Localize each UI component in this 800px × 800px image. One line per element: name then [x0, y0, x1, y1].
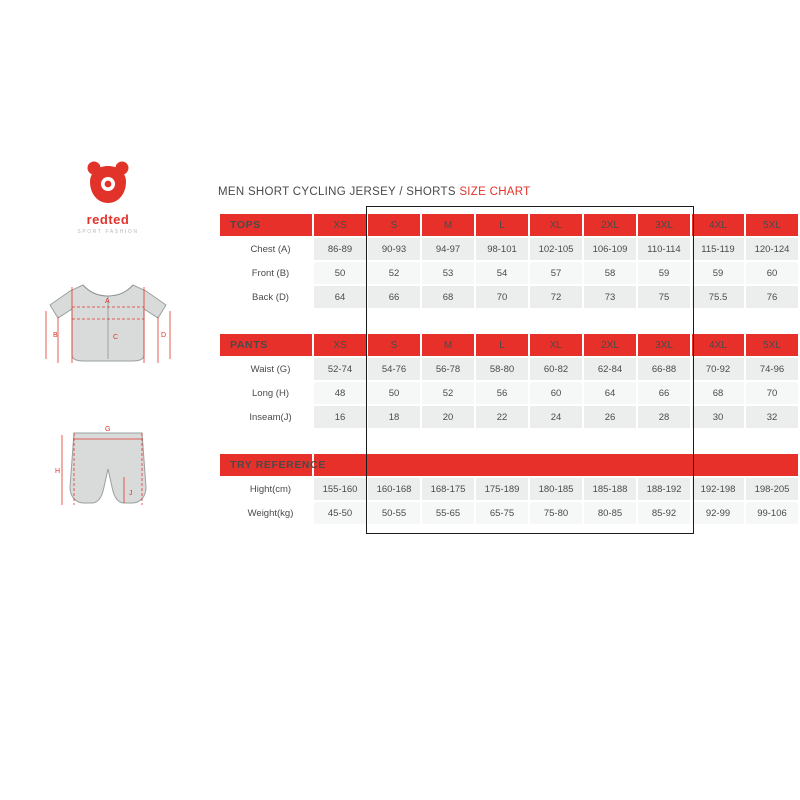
size-header-s: S: [368, 214, 420, 236]
value-cell: 185-188: [584, 478, 636, 500]
size-header-5xl: 5XL: [746, 214, 798, 236]
value-cell: 76: [746, 286, 798, 308]
table-name: PANTS: [220, 334, 312, 356]
jersey-label-D: D: [161, 332, 167, 339]
value-cell: 168-175: [422, 478, 474, 500]
value-cell: 56: [476, 382, 528, 404]
value-cell: 28: [638, 406, 690, 428]
table-row: [220, 502, 798, 524]
value-cell: 52: [368, 262, 420, 284]
value-cell: 20: [422, 406, 474, 428]
value-cell: 180-185: [530, 478, 582, 500]
value-cell: 66: [638, 382, 690, 404]
value-cell: 57: [530, 262, 582, 284]
value-cell: 26: [584, 406, 636, 428]
value-cell: 160-168: [368, 478, 420, 500]
left-illustration-column: [18, 160, 198, 531]
shorts-diagram: [28, 411, 188, 531]
value-cell: 65-75: [476, 502, 528, 524]
table-name: TRY REFERENCE: [220, 454, 312, 476]
table-gap: [218, 310, 778, 332]
value-cell: 59: [692, 262, 744, 284]
value-cell: 72: [530, 286, 582, 308]
bear-face-logo-icon: [86, 160, 130, 206]
table-row: [220, 286, 798, 308]
value-cell: 62-84: [584, 358, 636, 380]
value-cell: 102-105: [530, 238, 582, 260]
value-cell: 16: [314, 406, 366, 428]
size-header-3xl: 3XL: [638, 214, 690, 236]
value-cell: 198-205: [746, 478, 798, 500]
value-cell: 56-78: [422, 358, 474, 380]
value-cell: 86-89: [314, 238, 366, 260]
row-label: Inseam(J): [249, 411, 292, 423]
value-cell: 60: [746, 262, 798, 284]
value-cell: 18: [368, 406, 420, 428]
jersey-label-A: A: [105, 298, 110, 305]
table-header-row: [220, 334, 798, 356]
value-cell: 30: [692, 406, 744, 428]
size-table-try-reference: [218, 452, 800, 526]
value-cell: 66: [368, 286, 420, 308]
table-header-row: [220, 214, 798, 236]
value-cell: 50-55: [368, 502, 420, 524]
value-cell: 80-85: [584, 502, 636, 524]
value-cell: 68: [692, 382, 744, 404]
size-header-3xl: 3XL: [638, 334, 690, 356]
jersey-label-C: C: [113, 334, 119, 341]
value-cell: 155-160: [314, 478, 366, 500]
shorts-label-G: G: [105, 426, 111, 433]
shorts-label-J: J: [129, 490, 133, 497]
value-cell: 99-106: [746, 502, 798, 524]
brand-tagline: SPORT FASHION: [77, 229, 139, 235]
shorts-label-H: H: [55, 468, 61, 475]
size-header-m: M: [422, 214, 474, 236]
value-cell: 64: [584, 382, 636, 404]
value-cell: 75: [638, 286, 690, 308]
value-cell: 85-92: [638, 502, 690, 524]
table-gap: [218, 430, 778, 452]
value-cell: 70: [476, 286, 528, 308]
size-header-4xl: 4XL: [692, 214, 744, 236]
size-header-5xl: 5XL: [746, 334, 798, 356]
size-header-xs: XS: [314, 334, 366, 356]
chart-title: [218, 186, 778, 198]
value-cell: 32: [746, 406, 798, 428]
brand-block: [77, 160, 138, 235]
size-header-4xl: 4XL: [692, 334, 744, 356]
value-cell: 64: [314, 286, 366, 308]
size-header-xl: XL: [530, 214, 582, 236]
value-cell: 52: [422, 382, 474, 404]
header-spacer: [314, 454, 798, 476]
row-label: Front (B): [251, 267, 290, 279]
row-label: Back (D): [252, 291, 289, 303]
size-header-m: M: [422, 334, 474, 356]
value-cell: 75.5: [692, 286, 744, 308]
value-cell: 60: [530, 382, 582, 404]
table-row: [220, 238, 798, 260]
value-cell: 24: [530, 406, 582, 428]
value-cell: 120-124: [746, 238, 798, 260]
value-cell: 73: [584, 286, 636, 308]
value-cell: 175-189: [476, 478, 528, 500]
size-table-tops: [218, 212, 800, 310]
row-label: Weight(kg): [247, 507, 294, 519]
chart-title-main: MEN SHORT CYCLING JERSEY / SHORTS: [218, 186, 460, 198]
size-header-2xl: 2XL: [584, 214, 636, 236]
table-row: [220, 382, 798, 404]
value-cell: 59: [638, 262, 690, 284]
value-cell: 50: [368, 382, 420, 404]
value-cell: 106-109: [584, 238, 636, 260]
table-row: [220, 262, 798, 284]
table-row: [220, 478, 798, 500]
value-cell: 53: [422, 262, 474, 284]
brand-name: redted: [86, 212, 130, 227]
value-cell: 70-92: [692, 358, 744, 380]
value-cell: 55-65: [422, 502, 474, 524]
jersey-diagram: [28, 263, 188, 383]
size-header-l: L: [476, 334, 528, 356]
value-cell: 54-76: [368, 358, 420, 380]
value-cell: 22: [476, 406, 528, 428]
table-header-row: [220, 454, 798, 476]
value-cell: 188-192: [638, 478, 690, 500]
value-cell: 45-50: [314, 502, 366, 524]
size-chart-container: [218, 186, 790, 526]
size-header-s: S: [368, 334, 420, 356]
value-cell: 60-82: [530, 358, 582, 380]
value-cell: 75-80: [530, 502, 582, 524]
size-header-2xl: 2XL: [584, 334, 636, 356]
value-cell: 110-114: [638, 238, 690, 260]
size-header-xs: XS: [314, 214, 366, 236]
row-label: Chest (A): [250, 243, 291, 255]
value-cell: 54: [476, 262, 528, 284]
value-cell: 90-93: [368, 238, 420, 260]
value-cell: 192-198: [692, 478, 744, 500]
value-cell: 58-80: [476, 358, 528, 380]
value-cell: 68: [422, 286, 474, 308]
row-label: Waist (G): [250, 363, 291, 375]
value-cell: 50: [314, 262, 366, 284]
value-cell: 66-88: [638, 358, 690, 380]
size-tables-host: [218, 212, 790, 526]
table-row: [220, 406, 798, 428]
value-cell: 58: [584, 262, 636, 284]
value-cell: 115-119: [692, 238, 744, 260]
chart-title-accent: SIZE CHART: [459, 186, 531, 198]
value-cell: 94-97: [422, 238, 474, 260]
value-cell: 70: [746, 382, 798, 404]
table-row: [220, 358, 798, 380]
value-cell: 92-99: [692, 502, 744, 524]
value-cell: 74-96: [746, 358, 798, 380]
size-table-pants: [218, 332, 800, 430]
size-header-l: L: [476, 214, 528, 236]
table-name: TOPS: [220, 214, 312, 236]
value-cell: 98-101: [476, 238, 528, 260]
row-label: Long (H): [252, 387, 289, 399]
jersey-label-B: B: [53, 332, 58, 339]
value-cell: 52-74: [314, 358, 366, 380]
row-label: Hight(cm): [249, 483, 292, 495]
size-header-xl: XL: [530, 334, 582, 356]
value-cell: 48: [314, 382, 366, 404]
